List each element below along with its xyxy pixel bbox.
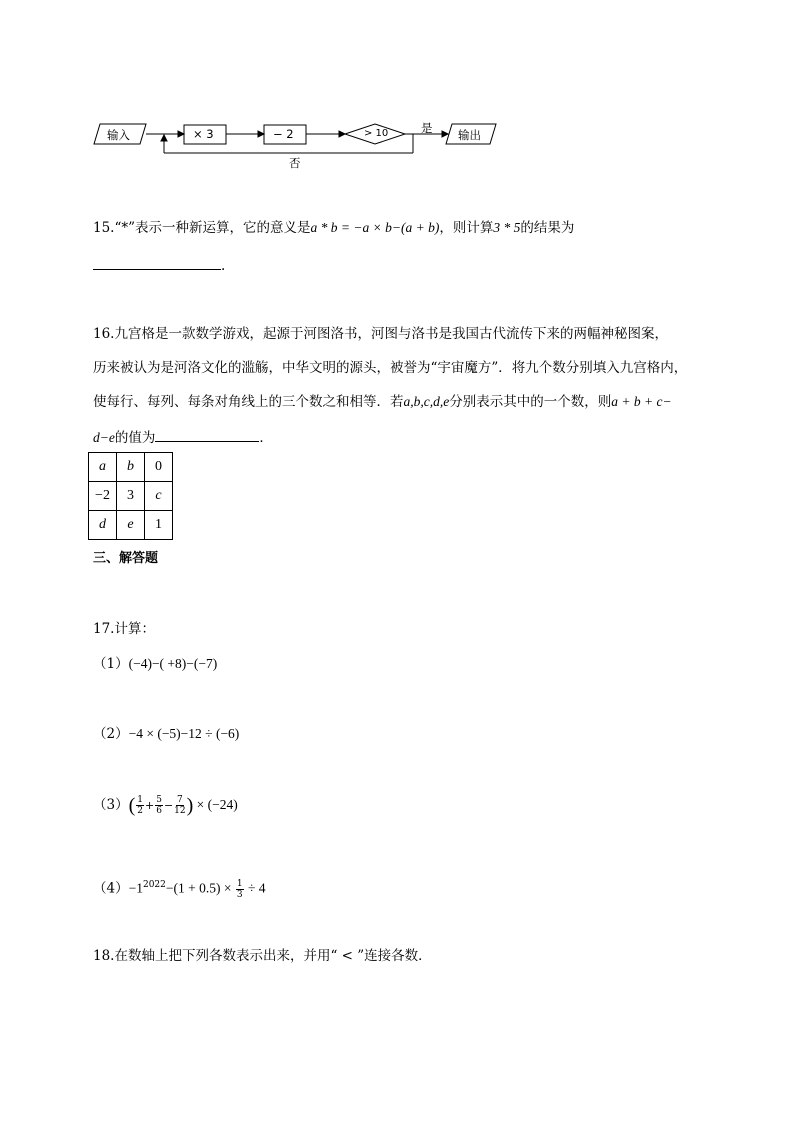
flowchart-step2: − 2	[273, 127, 294, 141]
q16-answer-blank[interactable]	[155, 427, 259, 442]
q17-part2-expr: −4 × (−5)−12 ÷ (−6)	[128, 726, 240, 741]
q16-end: ．	[259, 430, 273, 446]
q17-part2	[93, 725, 239, 743]
q17-part3-tail: × (−24)	[193, 797, 238, 812]
q15-text-c: 的结果为	[520, 220, 575, 236]
q15-end: .	[221, 258, 226, 274]
grid-cell: d	[89, 511, 117, 540]
q16-line4b: 的值为	[114, 430, 156, 446]
q15-formula: a * b = −a × b−(a + b)	[310, 220, 440, 235]
q16-line2: 历来被认为是河洛文化的滥觞，中华文明的源头，被誉为“宇宙魔方”．将九个数分别填入九宫格内，	[93, 360, 688, 376]
flowchart-step1: × 3	[193, 127, 214, 141]
flowchart-input: 输入	[107, 128, 130, 142]
q17-part4-base: −1	[128, 880, 143, 896]
question-15	[93, 219, 574, 237]
q17-part3-plus: +	[145, 799, 155, 812]
magic-square-grid	[88, 452, 173, 540]
q17-part3-label: （3）	[93, 797, 129, 813]
grid-cell: a	[89, 453, 117, 482]
grid-cell: e	[117, 511, 145, 540]
q16-expr-a: a + b + c−	[611, 394, 672, 409]
q16-line3a: 使每行、每列、每条对角线上的三个数之和相等．若	[93, 394, 404, 410]
q17-part4-mid: −(1 + 0.5) ×	[165, 880, 235, 896]
q16-expr-b: d−e	[93, 430, 115, 445]
q15-number: 15.	[93, 220, 115, 236]
section-3-title: 三、解答题	[93, 551, 159, 566]
q17-part1	[93, 655, 217, 673]
grid-cell: 0	[145, 453, 173, 482]
grid-cell: 3	[117, 482, 145, 511]
flowchart-output: 输出	[458, 128, 481, 142]
q16-vars: a,b,c,d,e	[403, 394, 450, 409]
q17-part3-minus: −	[163, 799, 174, 812]
q16-line1	[93, 325, 668, 343]
grid-cell: 1	[145, 511, 173, 540]
q15-answer-blank[interactable]	[93, 255, 221, 270]
q17-part3-frac2: $\frac{5}{6}$	[156, 795, 162, 816]
q15-expr: 3 * 5	[493, 220, 521, 235]
q17-part3-rparen: )	[186, 794, 194, 817]
q17-part3	[93, 792, 238, 819]
q17-part4	[93, 872, 266, 902]
flowchart-condition: > 10	[364, 128, 389, 139]
q17-part1-expr: (−4)−( +8)−(−7)	[128, 656, 218, 671]
grid-row	[89, 511, 173, 540]
flowchart	[0, 0, 794, 180]
q17-part4-label: （4）	[93, 880, 129, 897]
grid-row	[89, 453, 173, 482]
grid-cell: b	[117, 453, 145, 482]
q17-part3-lparen: (	[128, 794, 136, 817]
q17-part4-frac: $\frac{1}{3}$	[236, 878, 243, 900]
q17-part3-frac3: $\frac{7}{12}$	[174, 795, 186, 816]
grid-cell: −2	[89, 482, 117, 511]
q15-text-b: ，则计算	[439, 220, 494, 236]
q17-part1-label: （1）	[93, 656, 129, 672]
q15-text-a: “*”表示一种新运算，它的意义是	[114, 220, 311, 236]
q16-line4	[93, 427, 273, 447]
q17-part2-label: （2）	[93, 726, 129, 742]
q17-part3-frac1: $\frac{1}{2}$	[137, 795, 143, 816]
q17-part4-tail: ÷ 4	[244, 880, 266, 896]
q15-answer-line	[93, 255, 225, 275]
q16-line3b: 分别表示其中的一个数，则	[449, 394, 612, 410]
q17-part4-exp: 2022	[142, 880, 166, 890]
q17-title: 17.计算：	[93, 621, 155, 637]
q16-line1-text: 九宫格是一款数学游戏，起源于河图洛书，河图与洛书是我国古代流传下来的两幅神秘图案，	[114, 326, 668, 342]
q16-number: 16.	[93, 326, 115, 342]
question-18: 18.在数轴上把下列各数表示出来，并用“ < ”连接各数．	[93, 948, 432, 964]
flowchart-yes: 是	[421, 121, 433, 135]
grid-cell: c	[145, 482, 173, 511]
grid-row	[89, 482, 173, 511]
q16-line3	[93, 393, 672, 411]
flowchart-no: 否	[289, 156, 301, 170]
